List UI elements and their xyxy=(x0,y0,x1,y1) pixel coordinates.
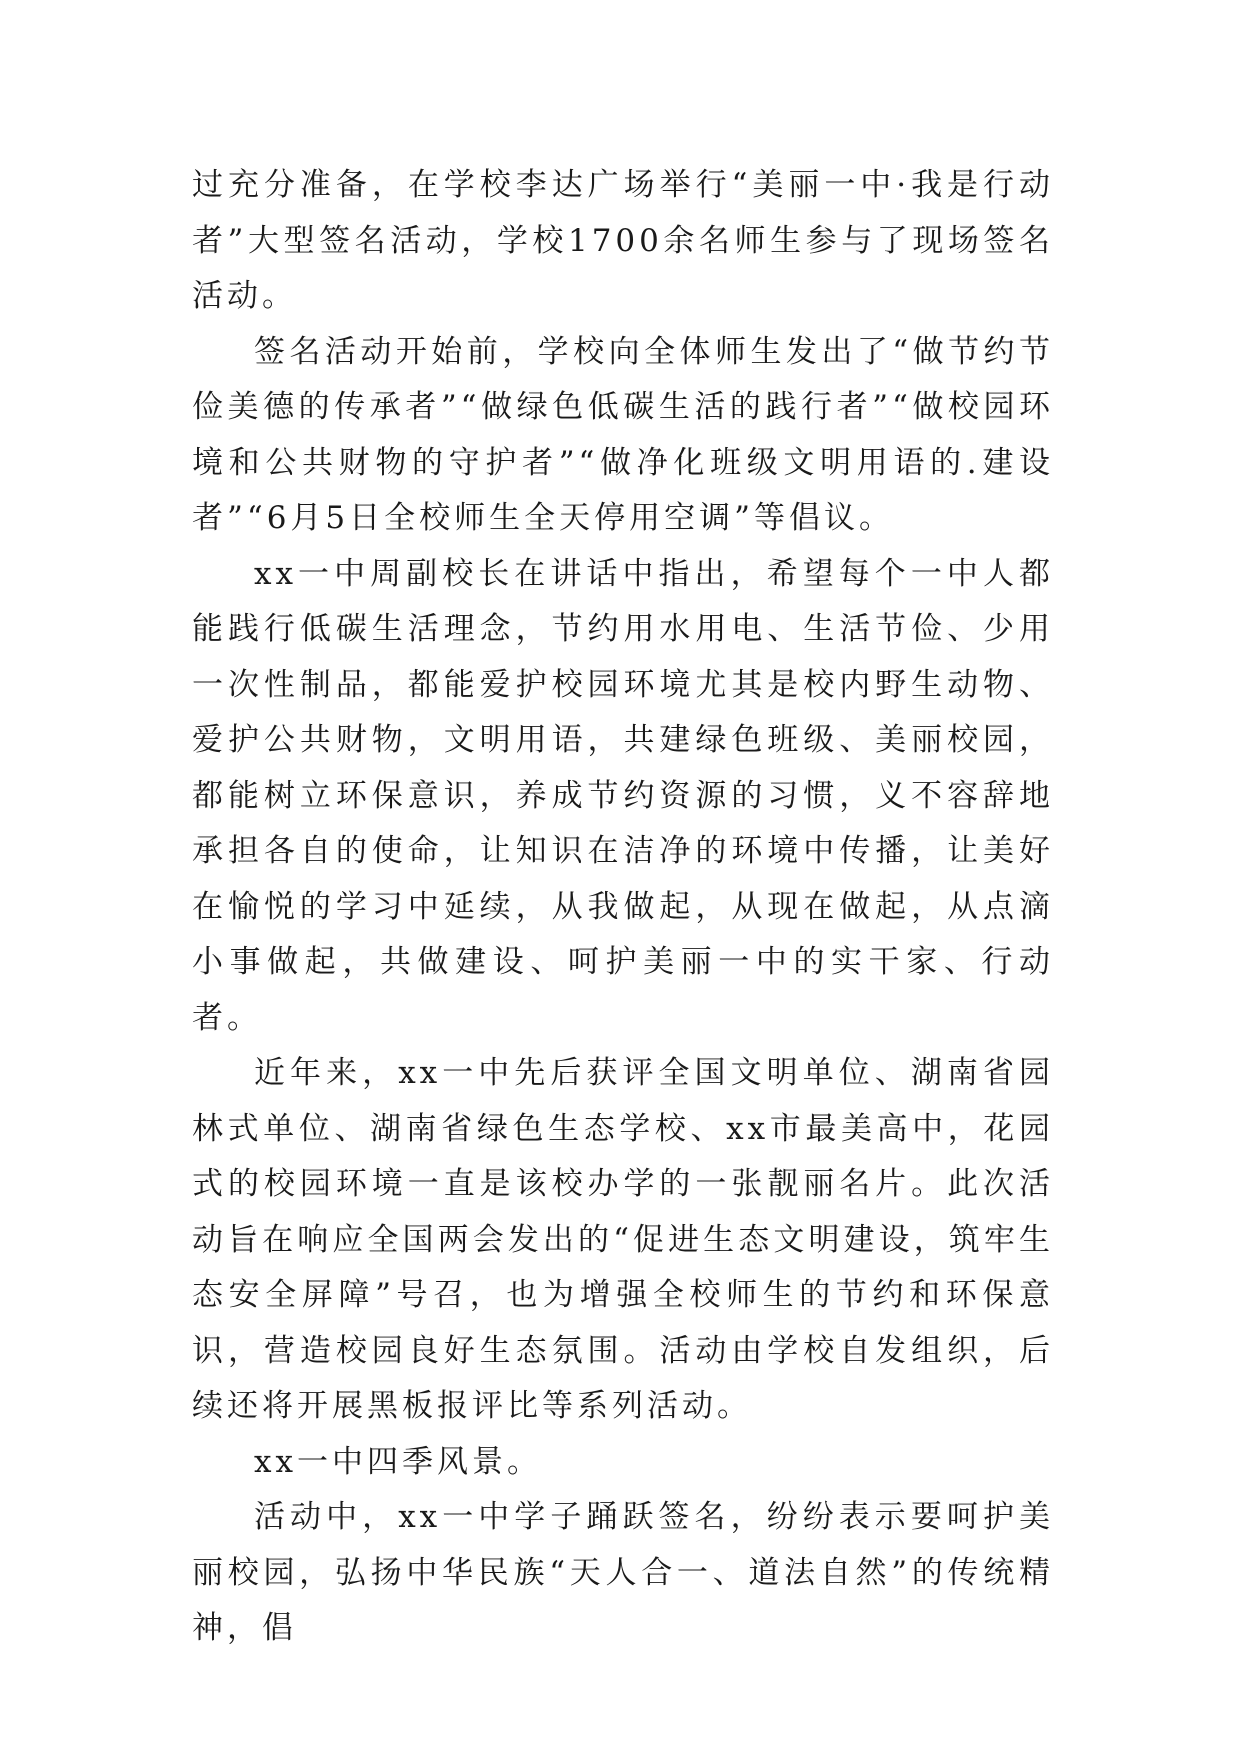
paragraph-6: 活动中，xx一中学子踊跃签名，纷纷表示要呵护美丽校园，弘扬中华民族“天人合一、道法自然”的传统精神，倡 xyxy=(192,1499,1054,1646)
document-page xyxy=(192,158,1054,1657)
paragraph-5: xx一中四季风景。 xyxy=(254,1443,542,1480)
paragraph-1: 过充分准备，在学校李达广场举行“美丽一中·我是行动者”大型签名活动，学校1700余名师生参与了现场签名活动。 xyxy=(192,167,1054,314)
paragraph-3: xx一中周副校长在讲话中指出，希望每个一中人都能践行低碳生活理念，节约用水用电、生活节俭、少用一次性制品，都能爱护校园环境尤其是校内野生动物、爱护公共财物，文明用语，共建绿色班级、美丽校园，都能树立环保意识，养成节约资源的习惯，义不容辞地承担各自的使命，让知识在洁净的环境中传播，让美好在愉悦的学习中延续，从我做起，从现在做起，从点滴小事做起，共做建设、呵护美丽一中的实干家、行动者。 xyxy=(192,555,1054,1036)
paragraph-2: 签名活动开始前，学校向全体师生发出了“做节约节俭美德的传承者”“做绿色低碳生活的践行者”“做校园环境和公共财物的守护者”“做净化班级文明用语的.建设者”“6月5日全校师生全天停用空调”等倡议。 xyxy=(192,333,1054,536)
paragraph-4: 近年来，xx一中先后获评全国文明单位、湖南省园林式单位、湖南省绿色生态学校、xx市最美高中，花园式的校园环境一直是该校办学的一张靓丽名片。此次活动旨在响应全国两会发出的“促进生态文明建设，筑牢生态安全屏障”号召，也为增强全校师生的节约和环保意识，营造校园良好生态氛围。活动由学校自发组织，后续还将开展黑板报评比等系列活动。 xyxy=(192,1055,1054,1424)
